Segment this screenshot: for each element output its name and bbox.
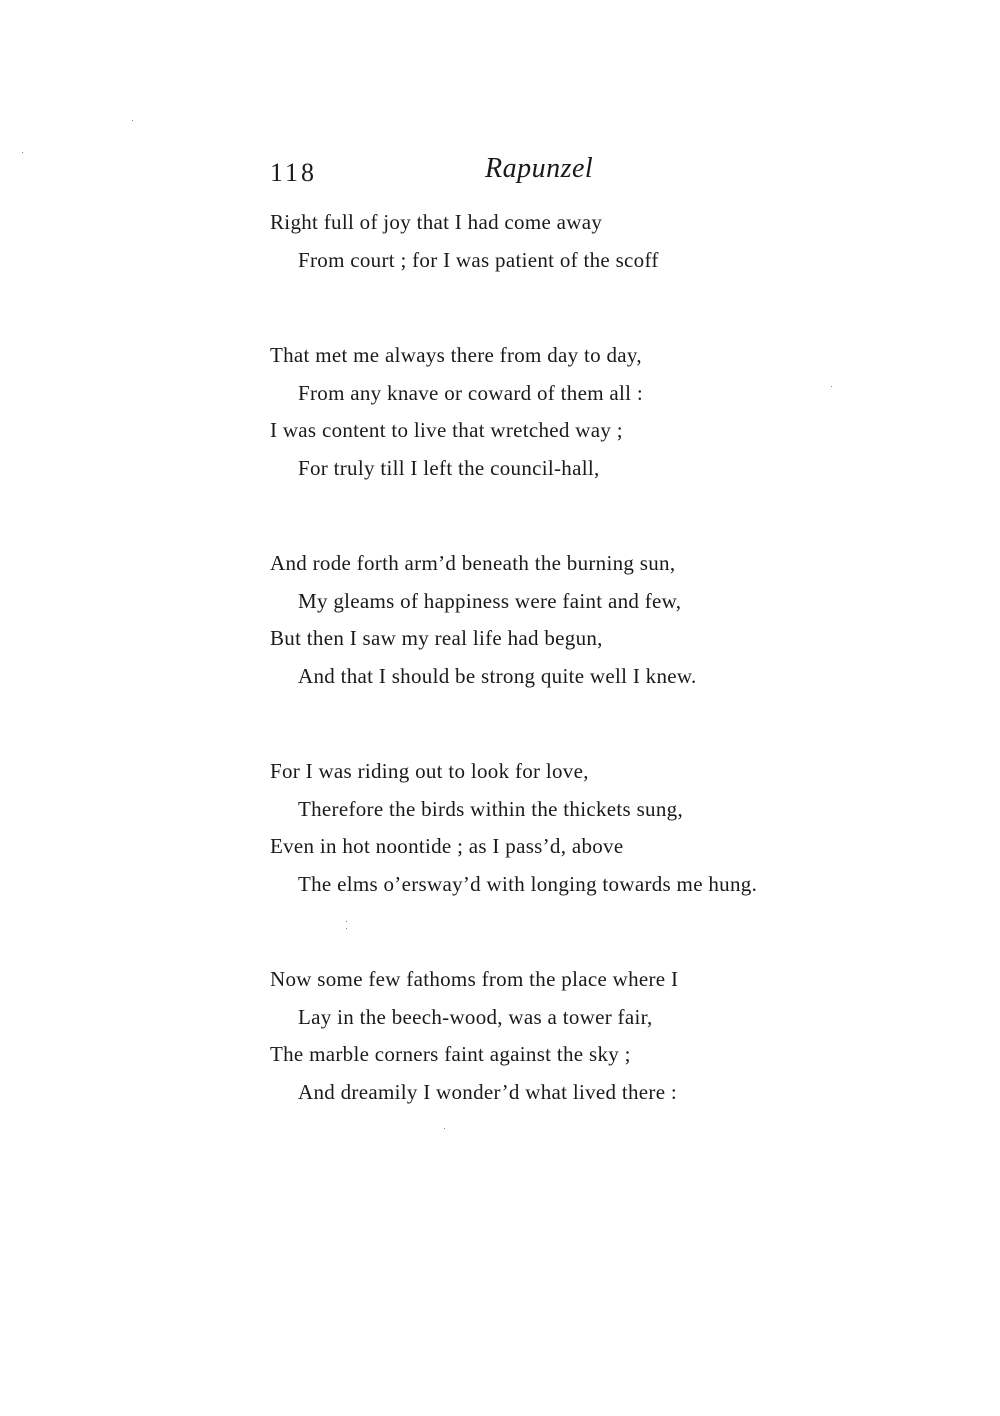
poem-body — [270, 204, 890, 1111]
scan-speck — [831, 386, 832, 387]
poem-line: My gleams of happiness were faint and few, — [298, 588, 682, 613]
running-title: Rapunzel — [485, 153, 594, 184]
stanza-1 — [270, 204, 890, 279]
stanza-2 — [270, 337, 890, 487]
stanza-4 — [270, 753, 890, 903]
stanza-break — [270, 279, 890, 337]
page-header — [0, 148, 1000, 188]
page-number: 118 — [270, 158, 318, 187]
stanza-3 — [270, 545, 890, 695]
stanza-5 — [270, 961, 890, 1111]
scan-speck — [444, 1128, 445, 1129]
scan-speck — [132, 120, 133, 121]
poem-line: Now some few fathoms from the place where I — [270, 967, 679, 991]
poem-line: Right full of joy that I had come away — [270, 210, 603, 234]
stanza-break — [270, 695, 890, 753]
poem-line: From any knave or coward of them all : — [298, 380, 643, 405]
stanza-break — [270, 903, 890, 961]
poem-line: For I was riding out to look for love, — [270, 759, 589, 783]
stanza-break — [270, 487, 890, 545]
poem-line: And that I should be strong quite well I knew. — [298, 663, 697, 688]
poem-line: From court ; for I was patient of the scoff — [298, 247, 659, 272]
poem-line: Even in hot noontide ; as I pass’d, above — [270, 834, 624, 858]
poem-line: Lay in the beech-wood, was a tower fair, — [298, 1004, 653, 1029]
poem-line: The marble corners faint against the sky ; — [270, 1042, 631, 1066]
scan-speck — [22, 152, 23, 153]
scan-speck — [346, 928, 347, 929]
poem-line: That met me always there from day to day, — [270, 343, 642, 367]
scan-speck — [346, 921, 347, 922]
poem-line: And rode forth arm’d beneath the burning sun, — [270, 551, 676, 575]
poem-line: And dreamily I wonder’d what lived there : — [298, 1079, 678, 1104]
poem-line: For truly till I left the council-hall, — [298, 455, 600, 480]
poem-line: I was content to live that wretched way ; — [270, 418, 623, 442]
poem-line: The elms o’ersway’d with longing towards me hung. — [298, 871, 758, 896]
poem-line: Therefore the birds within the thickets sung, — [298, 796, 683, 821]
poem-line: But then I saw my real life had begun, — [270, 626, 603, 650]
